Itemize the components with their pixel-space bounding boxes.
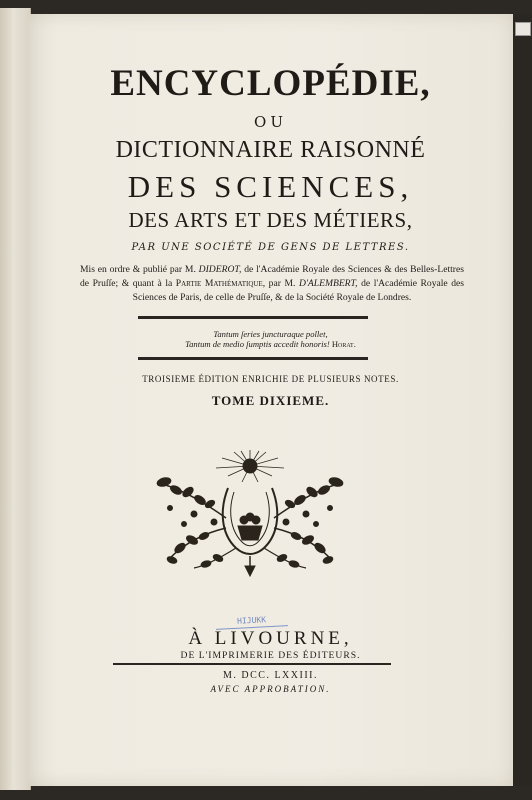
epigraph <box>28 329 513 349</box>
floral-vignette-icon <box>150 448 350 588</box>
publie-text-4: de l'Académie Royale des Sciences de Paris, de celle de Pruſſe, & de la Société Royale de Londres. <box>132 278 464 303</box>
volume-number: TOME DIXIEME. <box>211 393 330 408</box>
right-binding-edge <box>513 14 532 786</box>
edition-line: TROISIEME ÉDITION ENRICHIE DE PLUSIEURS NOTES. <box>142 374 399 384</box>
epigraph-line-1: Tantum ſeries juncturaque pollet, <box>213 329 328 339</box>
dalembert-name: D'ALEMBERT, <box>298 278 358 289</box>
subtitle-dictionnaire: DICTIONNAIRE RAISONNÉ <box>115 137 426 163</box>
publie-text-1: Mis en ordre & publié par M. <box>80 264 199 275</box>
subtitle-ou: OU <box>254 113 287 131</box>
publie-text-3: par M. <box>265 278 299 289</box>
stamp-text: HIJUKK <box>236 615 267 626</box>
authorship-line: PAR UNE SOCIÉTÉ DE GENS DE LETTRES. <box>131 242 410 253</box>
partie-mathematique: Partie Mathématique, <box>175 278 266 289</box>
epigraph-line-2: Tantum de medio ſumptis accedit honoris! <box>185 339 330 349</box>
corner-tab <box>515 22 531 36</box>
imprint-date: M. DCC. LXXIII. <box>223 670 318 681</box>
epigraph-author: Horat. <box>331 339 356 349</box>
subtitle-sciences: DES SCIENCES, <box>127 169 414 204</box>
editors-paragraph <box>80 263 464 305</box>
divider-rule-top <box>138 316 368 319</box>
diderot-name: DIDEROT, <box>198 264 242 275</box>
imprint-printer: DE L'IMPRIMERIE DES ÉDITEURS. <box>180 650 361 661</box>
publie-text-2: de l'Académie Royale des Sciences & des Belles-Lettres de Pruſſe; & quant à la <box>80 264 464 289</box>
left-page-edge <box>0 8 31 790</box>
imprint-approbation: AVEC APPROBATION. <box>210 684 331 694</box>
divider-rule-bottom <box>138 357 368 360</box>
imprint-place: À LIVOURNE, <box>188 628 353 649</box>
book-title: ENCYCLOPÉDIE, <box>110 63 431 104</box>
subtitle-arts: DES ARTS ET DES MÉTIERS, <box>128 208 413 232</box>
imprint-rule <box>113 663 391 665</box>
